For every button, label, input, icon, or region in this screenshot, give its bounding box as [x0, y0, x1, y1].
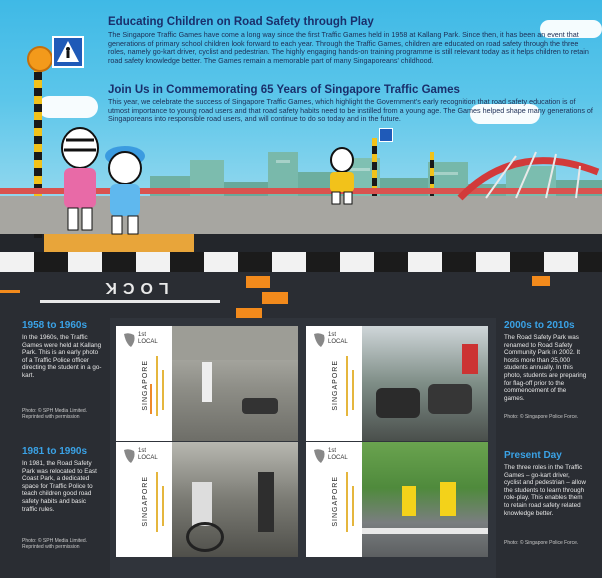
stamp-value-label: LOCAL	[138, 339, 158, 345]
stamp-2000s	[306, 326, 488, 441]
section-body-1981: In 1981, the Road Safety Park was relocated to East Coast Park, a dedicated space for Traffic Police to teach children good road safety habits and basic traffic rules.	[22, 460, 97, 513]
stamp-value: 1st	[138, 448, 147, 454]
lion-head-icon	[122, 448, 136, 464]
stamp-value-label: LOCAL	[328, 455, 348, 461]
road-line	[0, 290, 20, 293]
stamp-value-label: LOCAL	[138, 455, 158, 461]
zebra-mascot	[324, 146, 360, 206]
section-credit-1958: Photo: © SPH Media Limited. Reprinted with permission	[22, 408, 88, 420]
stamp-sheet	[110, 318, 496, 578]
road-line	[40, 300, 220, 303]
stamp-value: 1st	[138, 332, 147, 338]
pedestrian-crossing-sign-icon	[52, 36, 84, 68]
section-body-1958: In the 1960s, the Traffic Games were held at Kallang Park. This is an early photo of a Traffic Police officer directing the student in a go-kart.	[22, 334, 102, 379]
stamp-photo-flag-off-2000s	[362, 326, 488, 441]
zebra-mascot	[102, 140, 148, 238]
lion-head-icon	[312, 448, 326, 464]
section-credit-present: Photo: © Singapore Police Force.	[504, 540, 579, 546]
stamp-country: SINGAPORE	[332, 476, 339, 527]
commemorate-body: This year, we celebrate the success of Singapore Traffic Games, which highlight the Government's early recognition that road safety education is of utmost importance to young road users and that road safety habits need to be instilled from a young age. The Games helped shape many generations of Singaporeans into responsible road users, and will continue to do so today and in the future.	[108, 97, 593, 124]
road-stripe	[246, 276, 270, 288]
cloud	[38, 96, 98, 118]
lion-head-icon	[312, 332, 326, 348]
section-body-present: The three roles in the Traffic Games – go-kart driver, cyclist and pedestrian – allow the students to learn through role-play. This enables them to retain road safety related knowledge better.	[504, 464, 586, 517]
pedestrian-crossing-sign-icon	[379, 128, 393, 142]
zebra-mascot	[54, 118, 106, 238]
section-heading-1958: 1958 to 1960s	[22, 320, 88, 331]
stamp-country: SINGAPORE	[142, 360, 149, 411]
commemorate-title: Join Us in Commemorating 65 Years of Singapore Traffic Games	[108, 84, 460, 96]
section-heading-1981: 1981 to 1990s	[22, 446, 88, 457]
stamp-1981	[116, 442, 298, 557]
section-heading-2000: 2000s to 2010s	[504, 320, 575, 331]
lion-head-icon	[122, 332, 136, 348]
road-marking-text: LOCK	[99, 279, 169, 296]
stamp-value-label: LOCAL	[328, 339, 348, 345]
section-credit-2000: Photo: © Singapore Police Force.	[504, 414, 579, 420]
section-heading-present: Present Day	[504, 450, 562, 461]
stamp-present	[306, 442, 488, 557]
stamp-1958	[116, 326, 298, 441]
road-stripe	[262, 292, 288, 304]
stamp-photo-present-day	[362, 442, 488, 557]
traffic-light-icon	[27, 46, 53, 72]
stamp-country: SINGAPORE	[142, 476, 149, 527]
section-credit-1981: Photo: © SPH Media Limited. Reprinted with permission	[22, 538, 88, 550]
intro-body: The Singapore Traffic Games have come a long way since the first Traffic Games held in 1958 at Kallang Park. Since then, it has been an event that generations of primary school children look forward to each year. Through the Traffic Games, children are educated on road safety through the three roles, namely go-kart driver, cyclist and pedestrian. The highly engaging hands-on training programme is still relevant today as it helps children to retain road safety knowledge better. The Games remain a memorable part of many Singaporeans' childhood.	[108, 30, 589, 65]
curb	[0, 252, 602, 272]
stamp-value: 1st	[328, 448, 337, 454]
road-stripe	[532, 276, 550, 286]
red-bridge	[456, 132, 602, 202]
stamp-photo-cyclists-1980s	[172, 442, 298, 557]
stamp-value: 1st	[328, 332, 337, 338]
section-body-2000: The Road Safety Park was renamed to Road Safety Community Park in 2002. It hosts more than 25,000 students annually. In this photo, students are preparing for flag-off prior to the commencement of the games.	[504, 334, 587, 402]
stamp-country: SINGAPORE	[332, 360, 339, 411]
intro-title: Educating Children on Road Safety through Play	[108, 16, 374, 28]
stamp-photo-gokart-1960s	[172, 326, 298, 441]
